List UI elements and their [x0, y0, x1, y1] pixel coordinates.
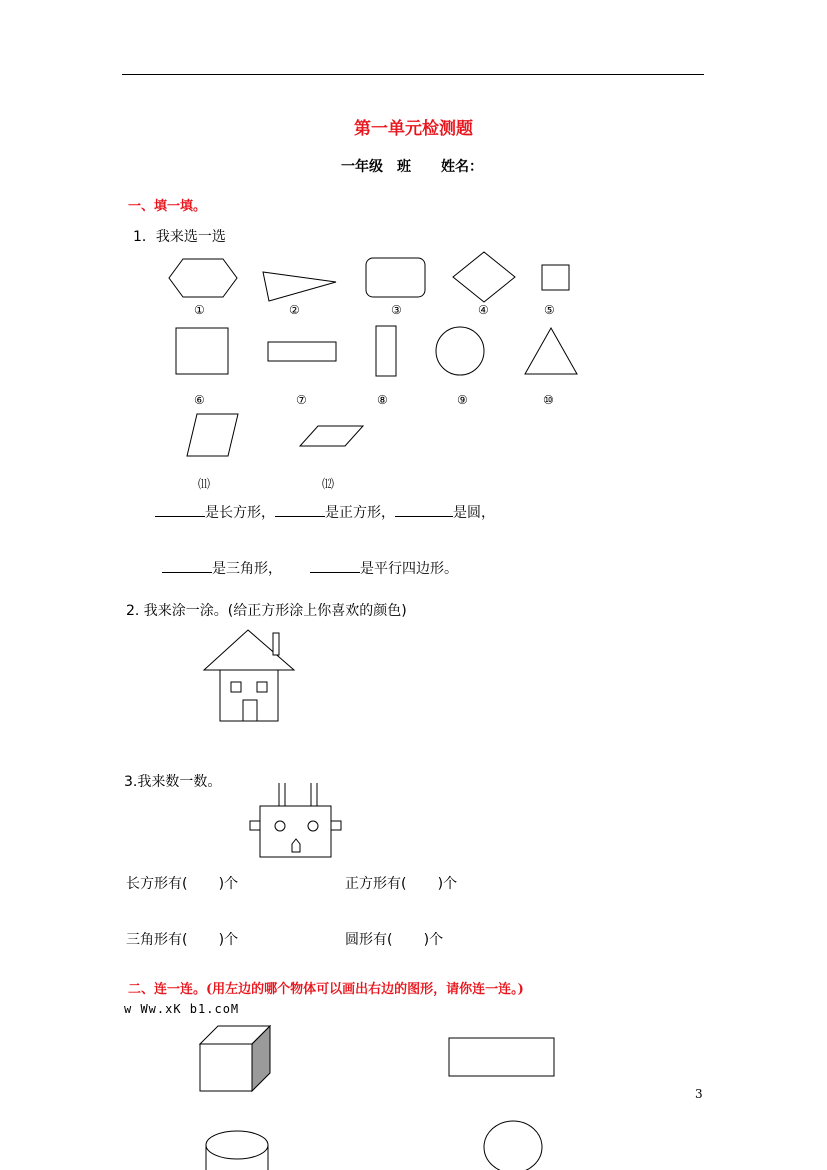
shape-label-11: ⑾ [198, 477, 211, 491]
answer-line-1: 是长方形， 是正方形， 是圆， [155, 502, 495, 522]
grade-label: 一年级 [341, 159, 383, 175]
answer-line-2: 是三角形， 是平行四边形。 [162, 558, 458, 578]
parallelogram-upright-shape [187, 414, 238, 456]
name-label: 姓名： [441, 159, 483, 175]
wide-rectangle-shape [268, 342, 336, 361]
blank-parallelograms[interactable] [310, 558, 360, 573]
scalene-triangle-shape [263, 272, 336, 301]
target-circle [484, 1121, 542, 1170]
robot-head [260, 806, 331, 857]
cube-front [200, 1044, 252, 1091]
question-1-label: 1．我来选一选 [133, 229, 226, 245]
question-2-label: 2. 我来涂一涂。(给正方形涂上你喜欢的颜色) [126, 603, 407, 619]
rounded-rectangle-shape [366, 258, 425, 297]
house-window-right [257, 682, 267, 692]
blank-squares[interactable] [275, 502, 325, 517]
question-3-label: 3.我来数一数。 [124, 774, 222, 790]
robot-ear-left [250, 821, 260, 830]
section-2-heading: 二、连一连。(用左边的哪个物体可以画出右边的图形，请你连一连。) [128, 982, 524, 997]
count-circles[interactable]: 圆形有( )个 [345, 932, 444, 948]
blank-triangles[interactable] [162, 558, 212, 573]
circle-shape [436, 327, 484, 375]
class-label: 班 [397, 159, 411, 175]
shape-label-5: ⑤ [544, 303, 555, 317]
shape-label-4: ④ [478, 303, 489, 317]
small-square-shape [542, 265, 569, 290]
cylinder-top [206, 1131, 268, 1159]
shape-label-6: ⑥ [194, 393, 205, 407]
count-rectangles[interactable]: 长方形有( )个 [126, 876, 239, 892]
house-door [243, 700, 257, 721]
blank-circles[interactable] [395, 502, 453, 517]
house-window-left [231, 682, 241, 692]
cube-side [252, 1026, 270, 1091]
robot-eye-right [308, 821, 318, 831]
rhombus-shape [453, 252, 515, 302]
count-squares[interactable]: 正方形有( )个 [345, 876, 458, 892]
shape-label-3: ③ [391, 303, 402, 317]
shape-label-10: ⑩ [543, 393, 554, 407]
parallelogram-flat-shape [300, 426, 363, 446]
robot-ear-right [331, 821, 341, 830]
blank-rectangles[interactable] [155, 502, 205, 517]
triangle-shape [525, 328, 577, 374]
house-body [220, 670, 278, 721]
robot-eye-left [275, 821, 285, 831]
house-roof [204, 630, 294, 670]
section-1-heading: 一、填一填。 [128, 199, 207, 214]
target-rectangle [449, 1038, 554, 1076]
watermark-text: w Ww.xK b1.coM [124, 1002, 240, 1016]
shape-label-2: ② [289, 303, 300, 317]
page-title: 第一单元检测题 [354, 119, 473, 139]
shape-label-12: ⑿ [322, 477, 335, 491]
shape-label-7: ⑦ [296, 393, 307, 407]
count-triangles[interactable]: 三角形有( )个 [126, 932, 239, 948]
house-chimney [273, 633, 279, 655]
shape-label-8: ⑧ [377, 393, 388, 407]
page-number: 3 [695, 1087, 703, 1101]
large-square-shape [176, 328, 228, 374]
shape-label-9: ⑨ [457, 393, 468, 407]
shape-label-1: ① [194, 303, 205, 317]
robot-nose [292, 839, 300, 852]
tall-rectangle-shape [376, 326, 396, 376]
hexagon-shape [169, 259, 237, 297]
